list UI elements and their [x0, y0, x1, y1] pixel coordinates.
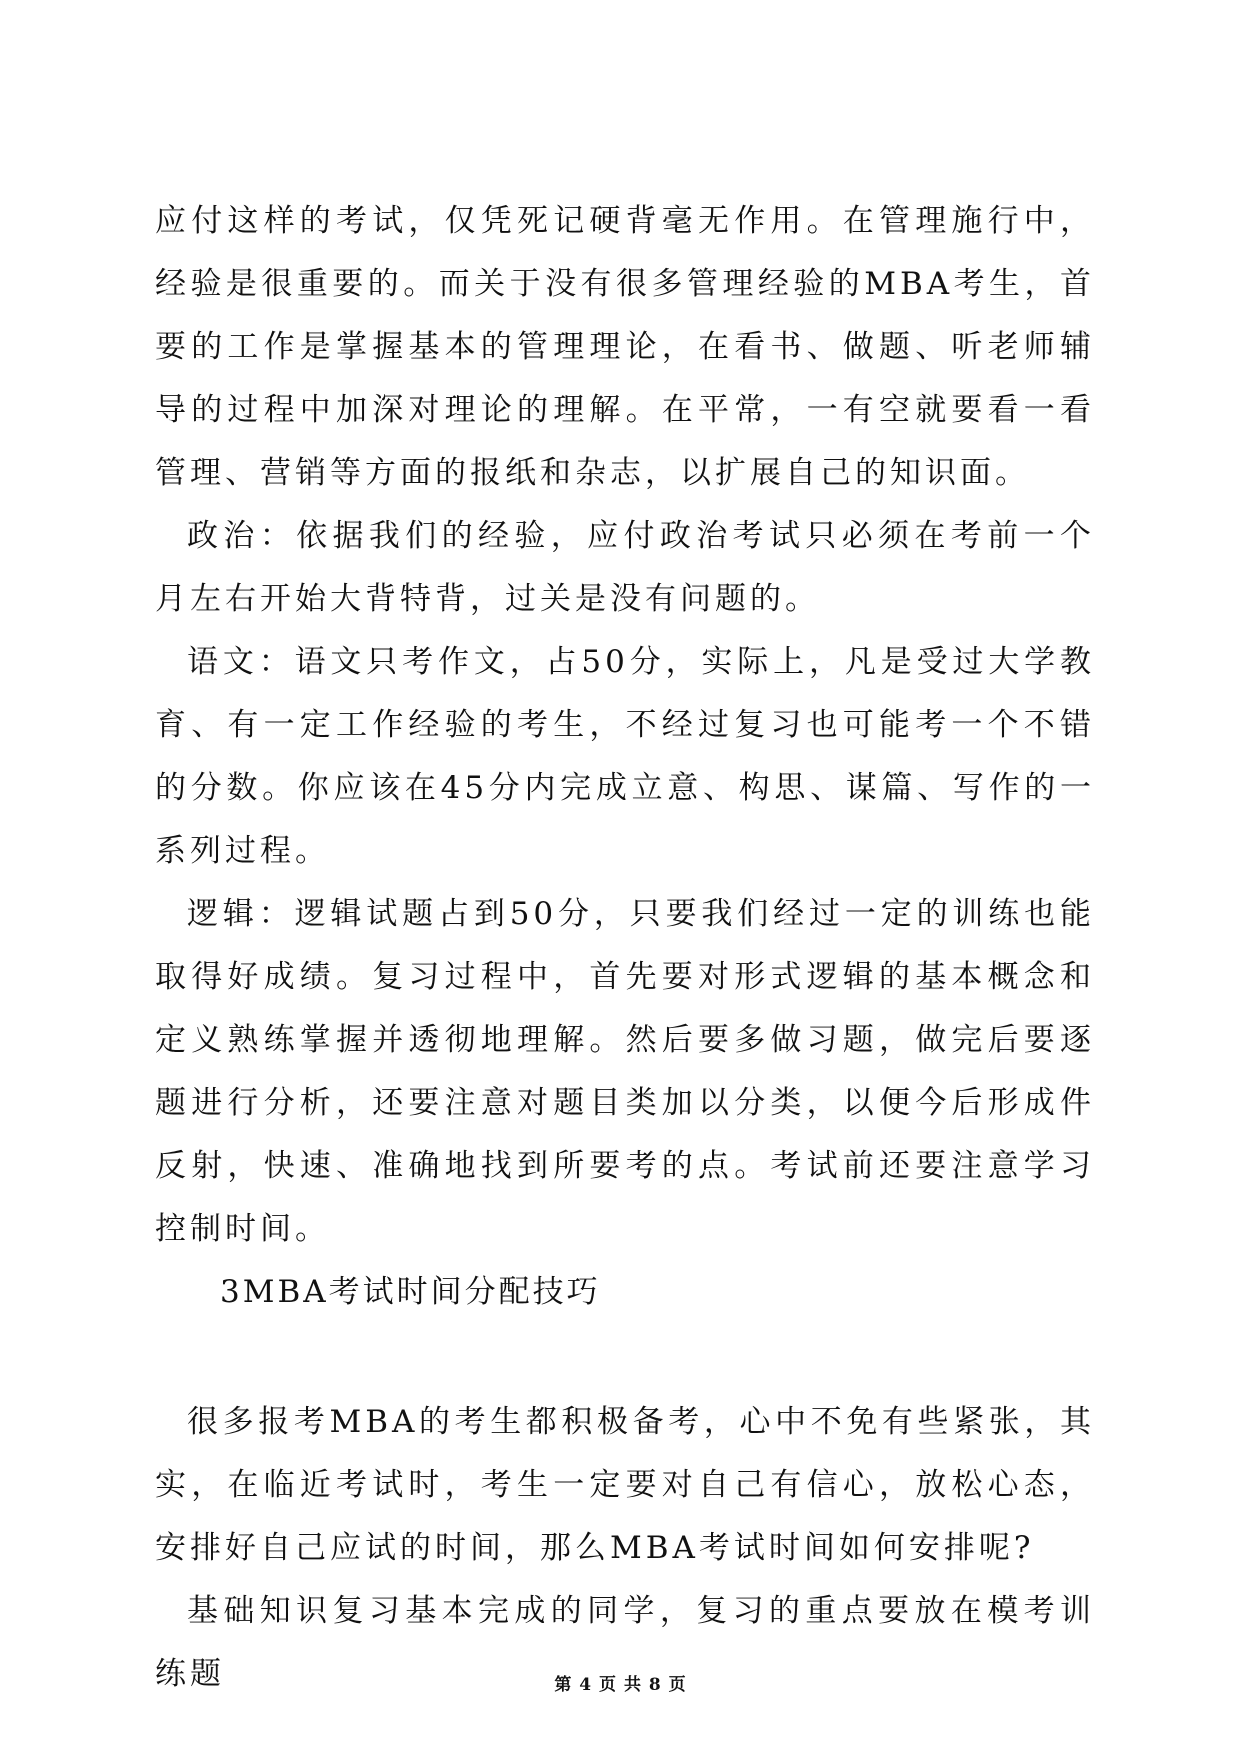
paragraph-chinese: 语文：语文只考作文，占50分，实际上，凡是受过大学教育、有一定工作经验的考生，不经过复习也可能考一个不错的分数。你应该在45分内完成立意、构思、谋篇、写作的一系列过程。: [155, 644, 1095, 869]
paragraph-politics: 政治：依据我们的经验，应付政治考试只必须在考前一个月左右开始大背特背，过关是没有问题的。: [155, 518, 1095, 617]
paragraph-mock-exam: 基础知识复习基本完成的同学，复习的重点要放在模考训练题: [155, 1593, 1095, 1692]
paragraph-logic: 逻辑：逻辑试题占到50分，只要我们经过一定的训练也能取得好成绩。复习过程中，首先要对形式逻辑的基本概念和定义熟练掌握并透彻地理解。然后要多做习题，做完后要逐题进行分析，还要注意对题目类加以分类，以便今后形成件反射，快速、准确地找到所要考的点。考试前还要注意学习控制时间。: [155, 896, 1095, 1247]
paragraph-exam-time-intro: 很多报考MBA的考生都积极备考，心中不免有些紧张，其实，在临近考试时，考生一定要对自己有信心，放松心态，安排好自己应试的时间，那么MBA考试时间如何安排呢?: [155, 1404, 1095, 1566]
page-number-footer: 第 4 页 共 8 页: [554, 1675, 687, 1695]
section-heading: 3MBA考试时间分配技巧: [220, 1274, 601, 1310]
paragraph-management-experience: 应付这样的考试，仅凭死记硬背毫无作用。在管理施行中，经验是很重要的。而关于没有很多管理经验的MBA考生，首要的工作是掌握基本的管理理论，在看书、做题、听老师辅导的过程中加深对理论的理解。在平常，一有空就要看一看管理、营销等方面的报纸和杂志，以扩展自己的知识面。: [155, 203, 1095, 491]
document-body: [155, 190, 1095, 1706]
